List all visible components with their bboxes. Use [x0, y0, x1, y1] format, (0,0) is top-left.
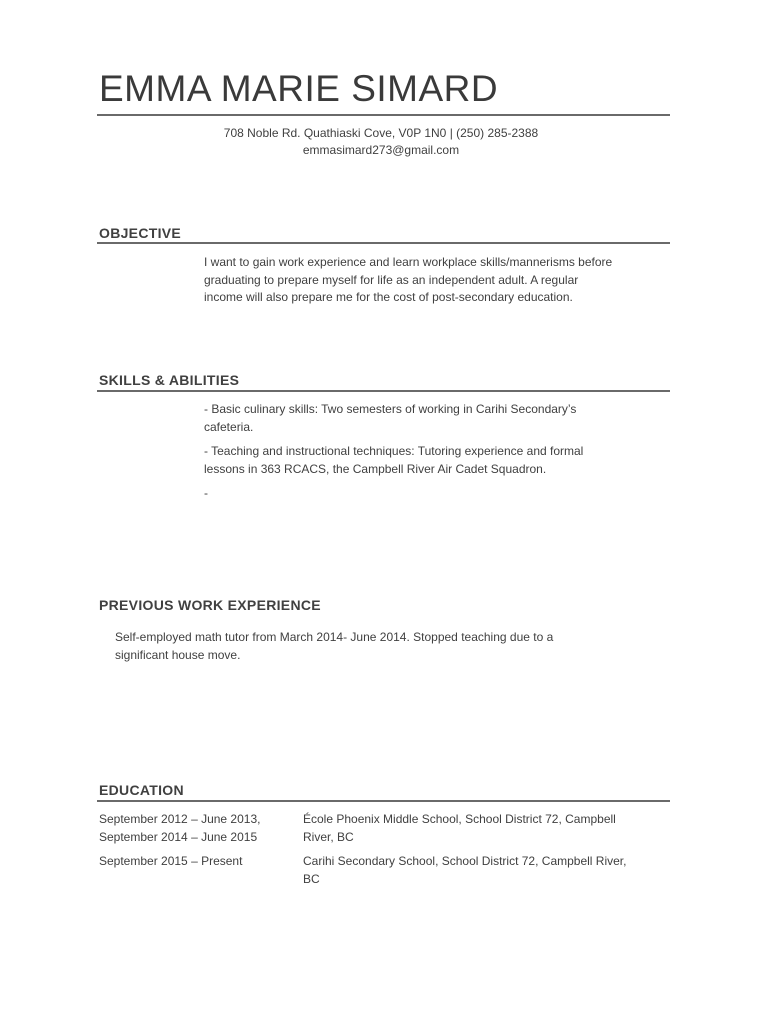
resume-name: EMMA MARIE SIMARD [99, 68, 499, 109]
education-entry [99, 811, 659, 847]
skill-item: - Basic culinary skills: Two semesters of working in Carihi Secondary’s cafeteria. [204, 402, 577, 434]
skills-list [204, 401, 624, 510]
education-divider [97, 800, 670, 802]
objective-heading: OBJECTIVE [99, 225, 182, 241]
education-entry [99, 853, 659, 889]
education-dates: September 2015 – Present [99, 854, 243, 868]
education-heading: EDUCATION [99, 782, 184, 798]
skill-item: - [204, 486, 208, 500]
contact-info [97, 125, 665, 159]
education-dates: September 2012 – June 2013, September 2014 – June 2015 [99, 812, 261, 844]
objective-divider [97, 242, 670, 244]
education-school: Carihi Secondary School, School District 72, Campbell River, BC [303, 854, 627, 886]
skills-divider [97, 390, 670, 392]
skill-item: - Teaching and instructional techniques: Tutoring experience and formal lessons in 363 RCACS, the Campbell River Air Cadet Squadron. [204, 444, 584, 476]
skills-heading: SKILLS & ABILITIES [99, 372, 240, 388]
name-divider [97, 114, 670, 116]
experience-text: Self-employed math tutor from March 2014- June 2014. Stopped teaching due to a significant house move. [115, 630, 554, 662]
objective-text: I want to gain work experience and learn workplace skills/mannerisms before graduating to prepare myself for life as an independent adult. A regular income will also prepare me for the cost of post-secondary education. [204, 255, 613, 304]
experience-heading: PREVIOUS WORK EXPERIENCE [99, 597, 321, 613]
contact-address-phone: 708 Noble Rd. Quathiaski Cove, V0P 1N0 | (250) 285-2388 [223, 126, 539, 140]
contact-email: emmasimard273@gmail.com [302, 143, 460, 157]
education-school: École Phoenix Middle School, School District 72, Campbell River, BC [303, 812, 616, 844]
